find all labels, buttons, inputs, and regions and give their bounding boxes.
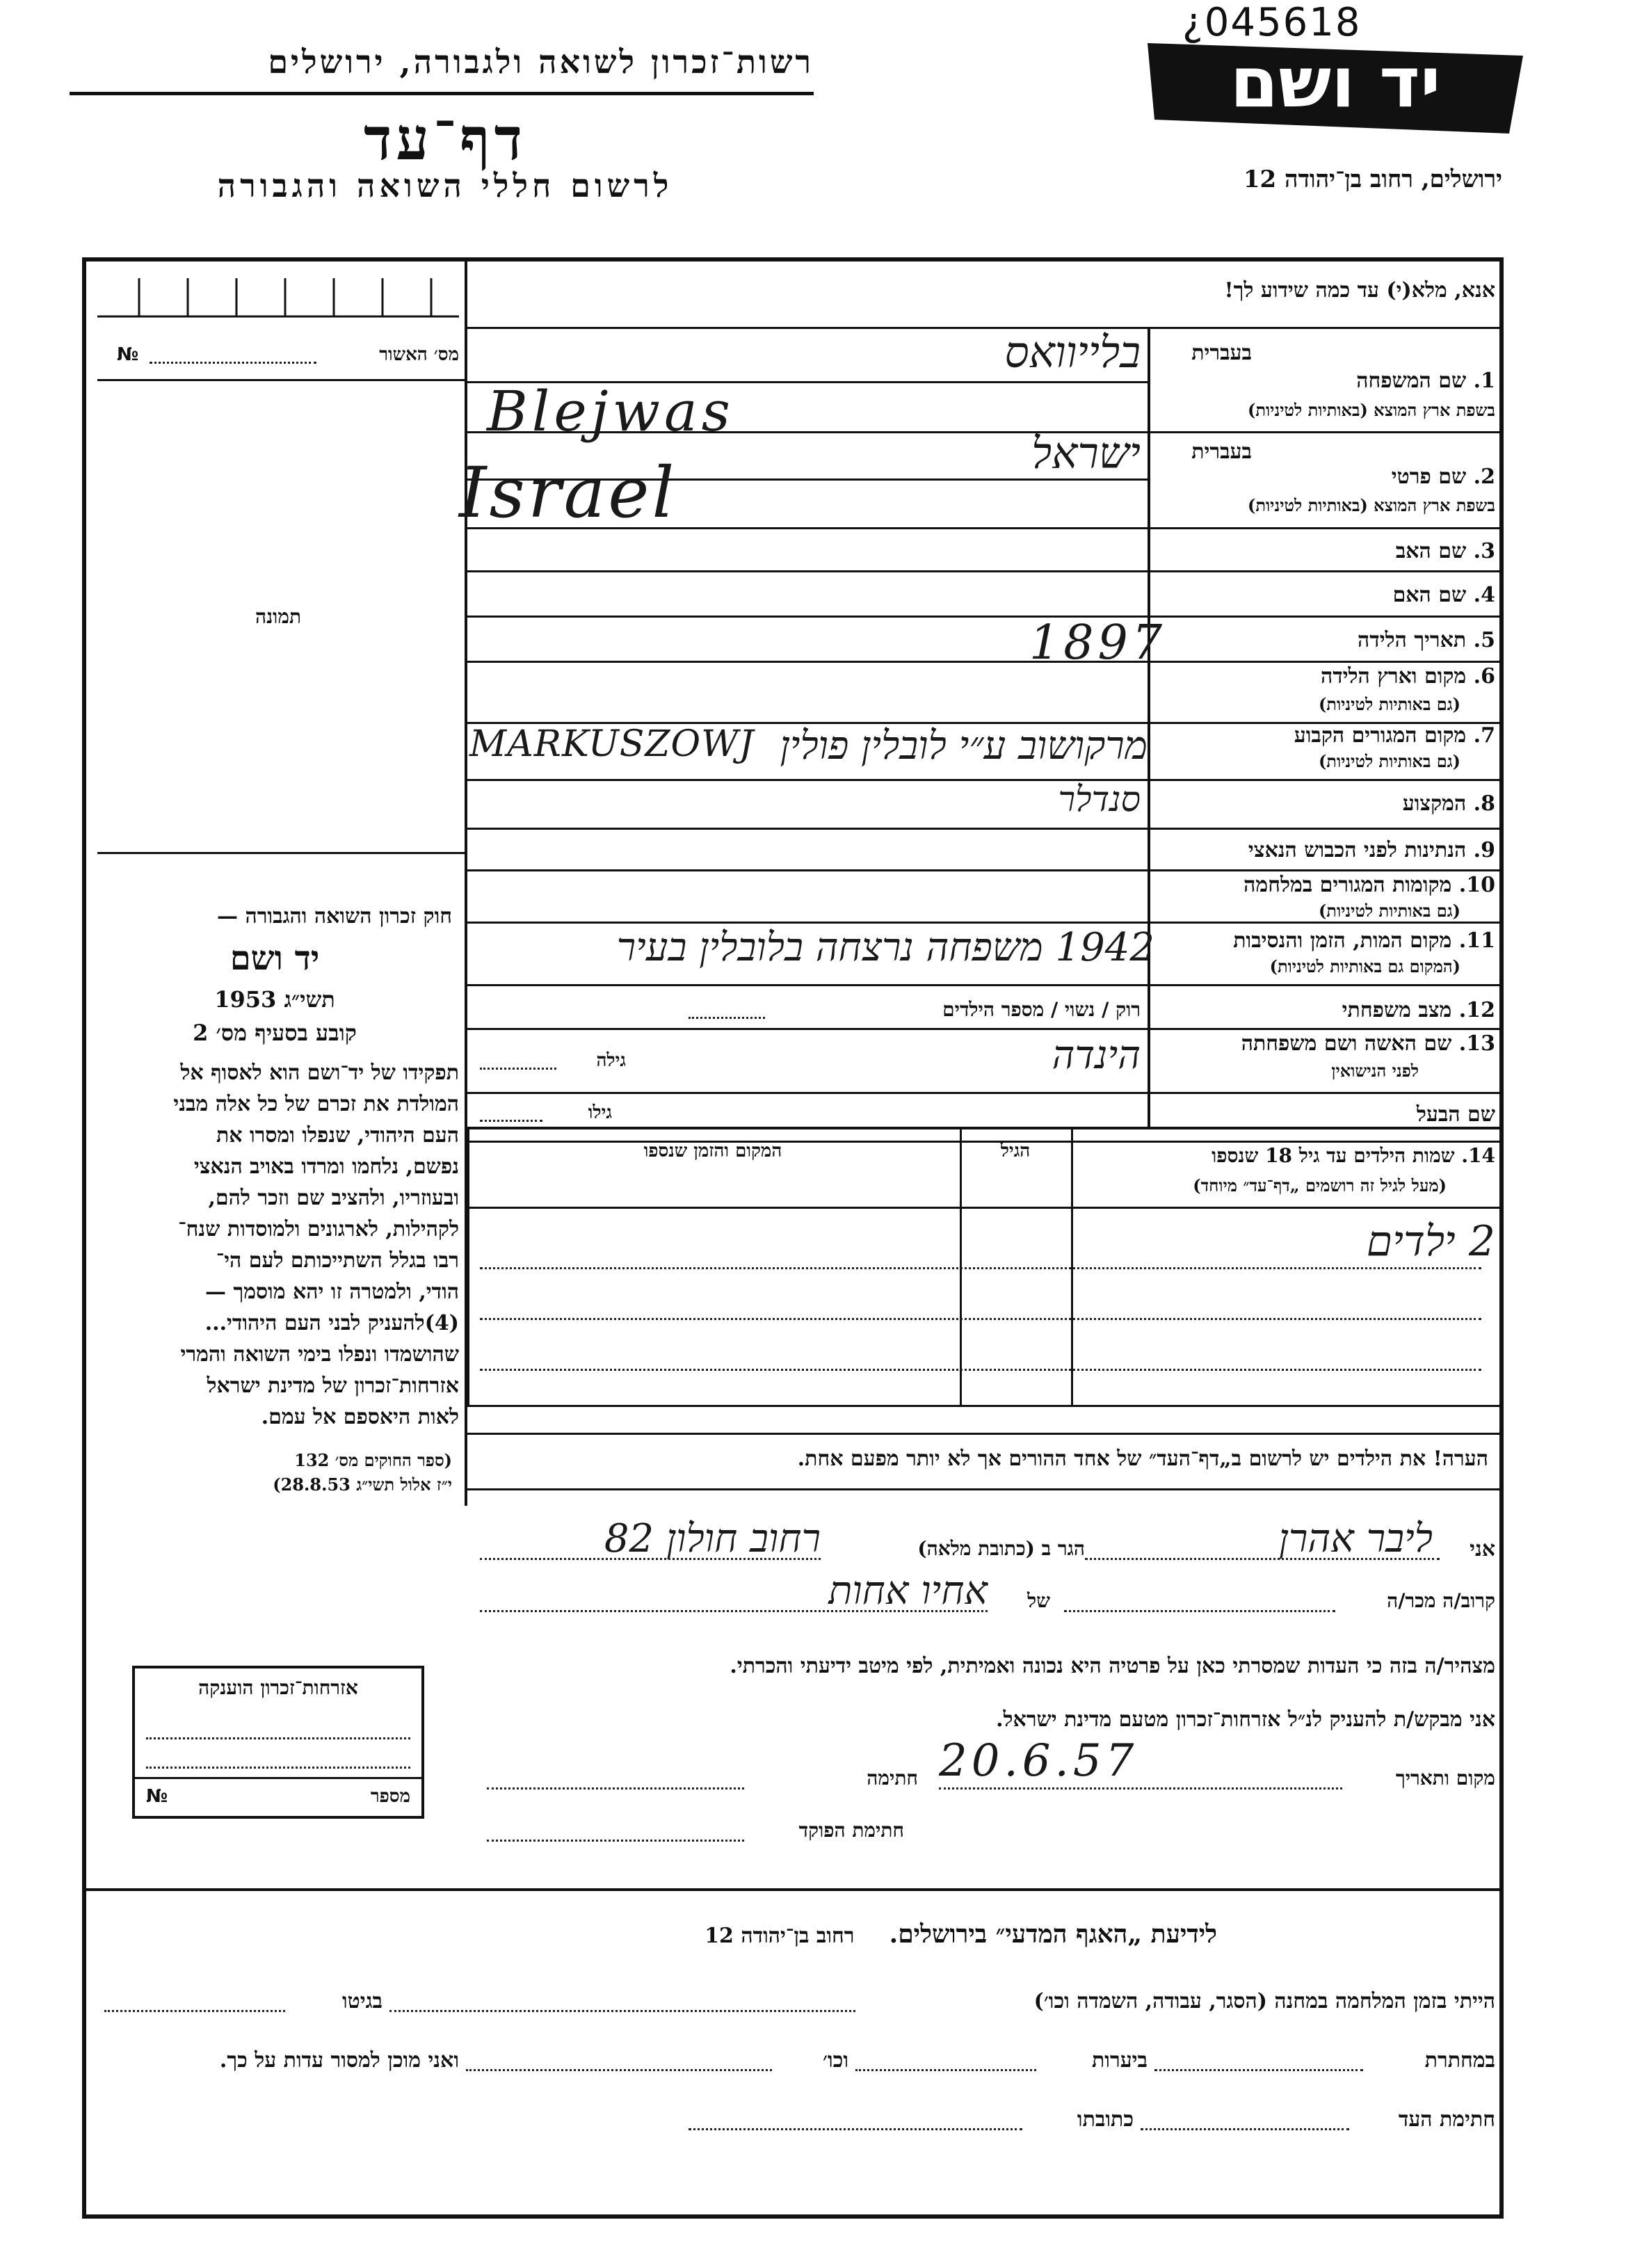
decl-official-dots xyxy=(487,1840,744,1842)
bottom-line1-b: בגיטו xyxy=(341,1989,383,2013)
field-13-label xyxy=(1154,1031,1495,1056)
row-rule xyxy=(467,869,1501,871)
field-1-name: שם המשפחה xyxy=(1356,369,1467,393)
note-top-rule xyxy=(467,1433,1501,1435)
field-3-num: 3. xyxy=(1473,539,1495,563)
note-text: הערה! את הילדים יש לרשום ב„דף־העד״ של אחד ההורים אך לא יותר מפעם אחת. xyxy=(797,1447,1488,1471)
hw-relation: אחיו אחות xyxy=(828,1568,988,1614)
citizenship-no: № xyxy=(146,1786,168,1807)
law-line: העם היהודי, שנפלו ומסרו את xyxy=(216,1123,459,1148)
field-13-num: 13. xyxy=(1458,1031,1495,1056)
bottom-line2-a: במחתרת xyxy=(1424,2048,1495,2073)
decl-official-signature: חתימת הפוקד xyxy=(798,1819,904,1842)
law-line: לאות היאספם אל עמם. xyxy=(261,1405,459,1429)
bottom-line3-dots-1 xyxy=(1141,2128,1349,2130)
authority-name: רשות־זכרון לשואה ולגבורה, ירושלים xyxy=(268,43,814,81)
bottom-line2-dots-2 xyxy=(855,2069,1036,2071)
citizenship-dots-1 xyxy=(146,1737,410,1739)
note-bottom-rule xyxy=(467,1488,1501,1490)
field-6-name: מקום וארץ הלידה xyxy=(1320,664,1467,689)
field-8-label xyxy=(1182,791,1495,816)
field-4-label xyxy=(1182,583,1495,607)
row-rule xyxy=(467,661,1501,663)
field-10-sub: (גם באותיות לטיניות) xyxy=(1318,901,1460,921)
bottom-line1-dots xyxy=(389,2010,855,2012)
law-line: שהושמדו ונפלו בימי השואה והמרי xyxy=(180,1342,459,1367)
field-6-num: 6. xyxy=(1473,664,1495,689)
child-row-3 xyxy=(480,1369,1481,1371)
wife-age-label: גילה xyxy=(596,1050,626,1071)
wife-age-dots xyxy=(480,1068,556,1070)
hw-birth-year: 1897 xyxy=(1029,616,1167,670)
field-13-sub: לפני הנישואין xyxy=(1331,1061,1419,1081)
husband-age-label: גילו xyxy=(588,1102,612,1123)
row-rule xyxy=(467,828,1501,830)
field-6-label xyxy=(1182,664,1495,689)
law-ref-2: י״ז אלול תשי״ג 28.8.53) xyxy=(273,1474,452,1495)
bottom-line3-a: חתימת העד xyxy=(1398,2107,1495,2132)
field-12-name: מצב משפחתי xyxy=(1342,998,1452,1022)
header-rule xyxy=(70,92,814,95)
code-boxes xyxy=(97,275,459,323)
husband-age-dots xyxy=(480,1120,542,1122)
law-name: יד ושם xyxy=(230,939,320,978)
law-clause: קובע בסעיף מס׳ 2 xyxy=(193,1020,357,1046)
field-2-num: 2. xyxy=(1473,465,1495,489)
children-col-2 xyxy=(960,1127,962,1405)
field-2-name: שם פרטי xyxy=(1391,465,1467,489)
decl-place-dots xyxy=(939,1787,1342,1790)
children-sub: (מעל לגיל זה רושמים „דף־עד״ מיוחד) xyxy=(1193,1175,1447,1196)
field-4-num: 4. xyxy=(1473,583,1495,607)
hw-declarant-name: ליבר אהרן xyxy=(1278,1516,1433,1561)
field-7-label xyxy=(1154,723,1495,748)
field-10-num: 10. xyxy=(1458,873,1495,897)
photo-top-rule xyxy=(97,379,465,381)
field-2-tag: בעברית xyxy=(1191,440,1252,464)
law-ref-1: (ספר החוקים מס׳ 132 xyxy=(294,1450,452,1470)
hw-residence-hebrew: מרקושוב ע״י לובלין פולין xyxy=(780,723,1148,769)
row-rule xyxy=(467,570,1501,572)
field-11-name: מקום המות, הזמן והנסיבות xyxy=(1233,928,1452,953)
bottom-title xyxy=(487,1920,1217,1949)
logo-text: יד ושם xyxy=(1230,42,1441,123)
hw-surname-hebrew: בלייוואס xyxy=(1004,327,1141,378)
hw-firstname-latin: Israel xyxy=(459,452,677,533)
children-col-1 xyxy=(1071,1127,1073,1405)
photo-label: תמונה xyxy=(255,605,302,628)
bottom-line2-d: ואני מוכן למסור עדות על כך. xyxy=(219,2048,459,2073)
field-5-num: 5. xyxy=(1473,628,1495,652)
hw-residence-latin: MARKUSZOWJ xyxy=(469,723,755,765)
husband-label: שם הבעל xyxy=(1416,1102,1495,1127)
field-2-label xyxy=(1273,465,1495,489)
hw-declarant-address: רחוב חולון 82 xyxy=(604,1516,821,1561)
photo-bottom-rule xyxy=(97,852,465,854)
field-12-label xyxy=(1182,998,1495,1022)
decl-ani: אני xyxy=(1470,1537,1495,1561)
decl-relative: קרוב/ה מכר/ה xyxy=(1387,1589,1495,1612)
field-4-name: שם האם xyxy=(1392,583,1467,607)
field-8-name: המקצוע xyxy=(1402,791,1467,816)
citizenship-no-label: מספר xyxy=(370,1786,410,1807)
row-rule xyxy=(467,984,1501,986)
hw-profession: סנדלר xyxy=(1058,779,1141,819)
decl-resides: הגר ב (כתובת מלאה) xyxy=(917,1537,1085,1560)
bottom-line2-dots-1 xyxy=(1154,2069,1363,2071)
approval-number: № xyxy=(117,344,139,365)
row-rule xyxy=(467,779,1501,781)
citizenship-rule xyxy=(132,1777,424,1779)
marital-options: רוק / נשוי / מספר הילדים xyxy=(942,998,1141,1021)
decl-certify: מצהיר/ה בזה כי העדות שמסרתי כאן על פרטיה היא נכונה ואמיתית, לפי מיטב ידיעתי והכרתי. xyxy=(730,1654,1495,1678)
field-6-sub: (גם באותיות לטיניות) xyxy=(1318,694,1460,714)
hw-death-info: 1942 משפחה נרצחה בלובלין בעיר xyxy=(616,925,1154,970)
page-subtitle: לרשום חללי השואה והגבורה xyxy=(217,167,673,204)
intro-text: אנא, מלא(י) עד כמה שידוע לך! xyxy=(1224,278,1495,303)
field-9-name: הנתינות לפני הכבוש הנאצי xyxy=(1248,838,1467,862)
law-line: לקהילות, לארגונים ולמוסדות שנח־ xyxy=(178,1217,459,1241)
children-label: 14. שמות הילדים עד גיל 18 שנספו xyxy=(1212,1144,1495,1167)
field-7-sub: (גם באותיות לטיניות) xyxy=(1318,751,1460,771)
field-9-label xyxy=(1154,838,1495,862)
hw-date: 20.6.57 xyxy=(939,1735,1138,1787)
row-rule xyxy=(467,616,1501,618)
approval-dots xyxy=(150,362,316,364)
field-2-sub: בשפת ארץ המוצא (באותיות לטיניות) xyxy=(1248,495,1495,515)
field-13-name: שם האשה ושם משפחתה xyxy=(1241,1031,1452,1056)
citizenship-dots-2 xyxy=(146,1767,410,1769)
code-box-grid xyxy=(97,275,459,323)
approval-label: מס׳ האשור xyxy=(379,344,459,365)
law-line: (4)להעניק לבני העם היהודי... xyxy=(204,1311,459,1335)
law-title: חוק זכרון השואה והגבורה — xyxy=(217,904,452,928)
decl-place-date: מקום ותאריך xyxy=(1395,1767,1495,1790)
bottom-line3-b: כתובתו xyxy=(1077,2107,1134,2132)
field-12-num: 12. xyxy=(1458,998,1495,1022)
decl-request: אני מבקש/ת להעניק לנ״ל אזרחות־זכרון מטעם מדינת ישראל. xyxy=(996,1707,1495,1732)
row-rule xyxy=(467,922,1501,924)
law-text xyxy=(97,1057,459,1433)
field-11-label xyxy=(1154,928,1495,953)
bottom-title-text: לידיעת „האגף המדעי״ בירושלים. xyxy=(889,1920,1217,1949)
label-column-divider xyxy=(1148,327,1150,1127)
children-left-border xyxy=(467,1127,469,1405)
children-bottom-rule xyxy=(467,1405,1501,1407)
field-9-num: 9. xyxy=(1473,838,1495,862)
field-10-label xyxy=(1154,873,1495,897)
bottom-address: רחוב בן־יהודה 12 xyxy=(705,1924,855,1948)
row-rule xyxy=(467,1127,1501,1129)
field-10-name: מקומות המגורים במלחמה xyxy=(1243,873,1452,897)
row-rule xyxy=(467,1092,1501,1094)
children-place-header: המקום והזמן שנספו xyxy=(643,1141,782,1161)
field-5-label xyxy=(1182,628,1495,652)
field-1-label xyxy=(1273,369,1495,393)
decl-signature: חתימה xyxy=(867,1767,918,1790)
children-header-rule xyxy=(467,1207,1501,1209)
marital-dots xyxy=(689,1017,765,1019)
field-3-label xyxy=(1182,539,1495,563)
law-line: ובעוזריו, ולהציב שם וזכר להם, xyxy=(208,1186,459,1210)
field-8-num: 8. xyxy=(1473,791,1495,816)
law-line: רבו בגלל השתייכותם לעם הי־ xyxy=(216,1248,459,1273)
decl-signature-dots xyxy=(487,1787,744,1790)
bottom-line1-a: הייתי בזמן המלחמה במחנה (הסגר, עבודה, השמדה וכו׳) xyxy=(1033,1989,1495,2013)
bottom-line3-dots-2 xyxy=(689,2128,1022,2130)
bottom-line2-c: וכו׳ xyxy=(823,2048,848,2073)
law-year: תשי״ג 1953 xyxy=(214,986,335,1013)
decl-relative-dots xyxy=(1064,1610,1335,1612)
row-rule xyxy=(467,1028,1501,1030)
law-line: הודי, ולמטרה זו יהא מוסמך — xyxy=(205,1280,459,1304)
bottom-line2-b: ביערות xyxy=(1091,2048,1148,2073)
page-title: דף־עד xyxy=(363,104,526,173)
field-1-num: 1. xyxy=(1473,369,1495,393)
header-address: ירושלים, רחוב בן־יהודה 12 xyxy=(1243,166,1502,193)
field-7-num: 7. xyxy=(1473,723,1495,748)
yad-vashem-logo xyxy=(1148,36,1523,134)
law-line: המולדת את זכרם של כל אלה מבני xyxy=(173,1092,459,1116)
hw-children: 2 ילדים xyxy=(1366,1217,1495,1266)
serial-number: ¿045618 xyxy=(1182,0,1362,45)
bottom-line2-dots-3 xyxy=(466,2069,772,2071)
child-row-1 xyxy=(480,1267,1481,1269)
field-1-sub: בשפת ארץ המוצא (באותיות לטיניות) xyxy=(1248,400,1495,420)
decl-of: של xyxy=(1027,1589,1050,1612)
hw-surname-latin: Blejwas xyxy=(487,379,734,444)
field-3-name: שם האב xyxy=(1395,539,1467,563)
field-11-sub: (המקום גם באותיות לטיניות) xyxy=(1269,956,1460,976)
children-age-header: הגיל xyxy=(1000,1141,1031,1161)
field-7-name: מקום המגורים הקבוע xyxy=(1294,723,1467,748)
law-line: נפשם, נלחמו ומרדו באויב הנאצי xyxy=(193,1155,459,1179)
law-line: אזרחות־זכרון של מדינת ישראל xyxy=(207,1374,459,1398)
hw-firstname-hebrew: ישראל xyxy=(1031,428,1141,478)
field-11-num: 11. xyxy=(1458,928,1495,953)
citizenship-title: אזרחות־זכרון הוענקה xyxy=(198,1676,358,1699)
bottom-section-rule xyxy=(86,1888,1499,1891)
law-line: תפקידו של יד־ושם הוא לאסוף אל xyxy=(180,1061,459,1085)
bottom-line1-dots-2 xyxy=(104,2010,285,2012)
child-row-2 xyxy=(480,1318,1481,1320)
hw-wife-name: הינדה xyxy=(1052,1033,1141,1078)
field-1-tag: בעברית xyxy=(1191,341,1252,365)
field-5-name: תאריך הלידה xyxy=(1358,628,1467,652)
